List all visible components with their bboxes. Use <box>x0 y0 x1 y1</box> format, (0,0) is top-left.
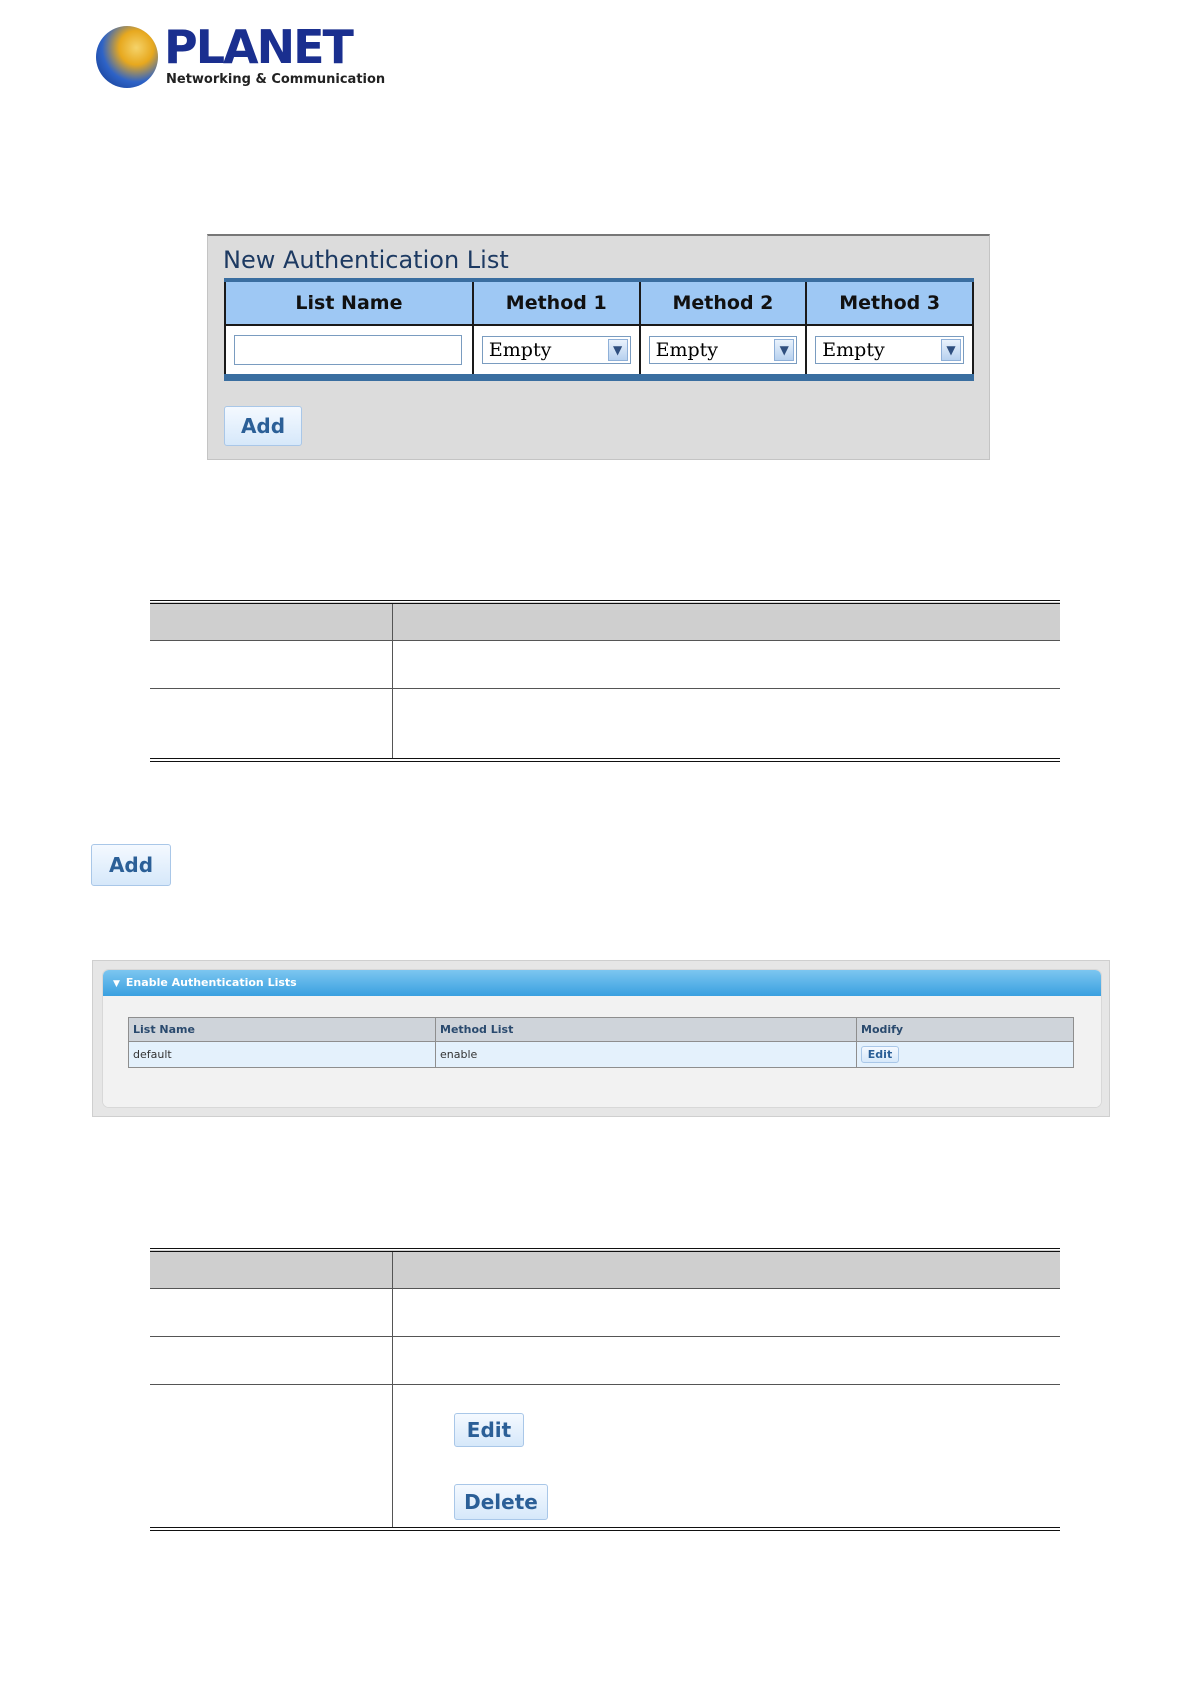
ref2-cell <box>150 1289 393 1337</box>
method-1-value: Empty <box>488 339 552 361</box>
chevron-down-icon[interactable]: ▼ <box>774 339 794 361</box>
col-list-name: List Name <box>225 280 473 325</box>
method-2-select[interactable] <box>649 336 798 364</box>
add-button[interactable]: Add <box>224 406 302 446</box>
enable-lists-table <box>128 1017 1074 1068</box>
ref2-cell <box>150 1385 393 1529</box>
col-method-2: Method 2 <box>640 280 807 325</box>
edit-button[interactable]: Edit <box>861 1046 899 1063</box>
method-3-cell <box>806 325 973 378</box>
method-3-value: Empty <box>822 339 885 361</box>
ref2-cell <box>150 1337 393 1385</box>
collapse-caret-icon[interactable]: ▼ <box>113 979 120 989</box>
method-3-select[interactable] <box>815 336 964 364</box>
list-name-cell <box>225 325 473 378</box>
add-button-illustration[interactable]: Add <box>91 844 171 886</box>
new-authentication-list-panel <box>207 234 990 460</box>
ref1-cell <box>393 641 1061 689</box>
panel-header-title: Enable Authentication Lists <box>125 976 297 989</box>
panel-frame <box>103 970 1101 1107</box>
new-auth-table <box>224 278 974 381</box>
chevron-down-icon[interactable]: ▼ <box>608 339 628 361</box>
edit-button-illustration[interactable]: Edit <box>454 1413 524 1447</box>
reference-table-1 <box>150 600 1060 762</box>
planet-logo <box>96 20 386 94</box>
ref2-cell <box>393 1337 1061 1385</box>
chevron-down-icon[interactable]: ▼ <box>941 339 961 361</box>
method-2-value: Empty <box>655 339 719 361</box>
ref1-cell <box>150 689 393 760</box>
panel-header[interactable] <box>103 970 1101 996</box>
ref1-header-description <box>393 602 1061 641</box>
reference-table-2 <box>150 1248 1060 1531</box>
ref2-header-description <box>393 1250 1061 1289</box>
enable-authentication-lists-panel <box>92 960 1110 1117</box>
ref2-header-object <box>150 1250 393 1289</box>
col-list-name: List Name <box>129 1018 436 1042</box>
col-modify: Modify <box>857 1018 1074 1042</box>
method-1-cell <box>473 325 640 378</box>
logo-tagline: Networking & Communication <box>166 72 386 87</box>
ref1-cell <box>393 689 1061 760</box>
col-method-list: Method List <box>436 1018 857 1042</box>
ref2-cell <box>393 1289 1061 1337</box>
panel-content <box>103 996 1101 1107</box>
list-name-input[interactable] <box>234 335 462 365</box>
delete-button-illustration[interactable]: Delete <box>454 1484 548 1520</box>
col-method-1: Method 1 <box>473 280 640 325</box>
row-list-name: default <box>129 1042 436 1068</box>
method-1-select[interactable] <box>482 336 631 364</box>
globe-icon <box>96 26 158 88</box>
row-modify <box>857 1042 1074 1068</box>
ref1-cell <box>150 641 393 689</box>
table-row <box>129 1042 1074 1068</box>
panel-title: New Authentication List <box>223 246 509 274</box>
ref1-header-object <box>150 602 393 641</box>
col-method-3: Method 3 <box>806 280 973 325</box>
logo-wordmark: PLANET <box>164 20 352 74</box>
method-2-cell <box>640 325 807 378</box>
row-method-list: enable <box>436 1042 857 1068</box>
